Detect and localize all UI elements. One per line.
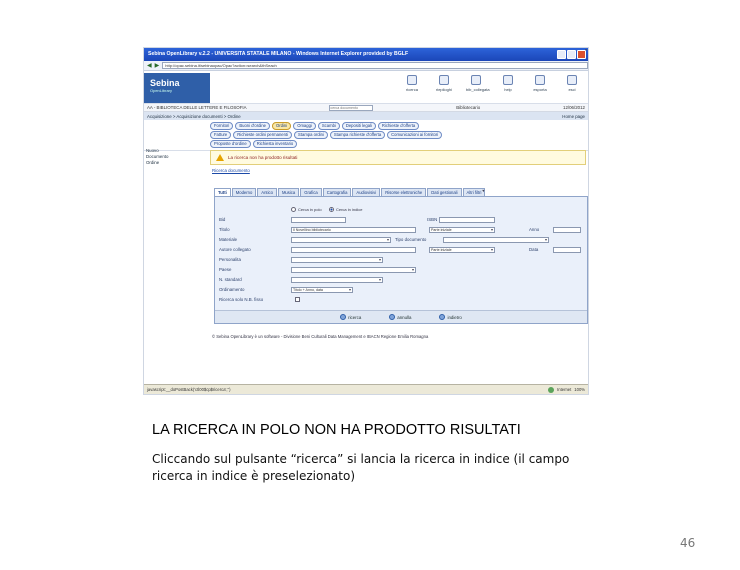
acquisition-menu <box>144 120 588 151</box>
menu-row-3 <box>210 140 588 148</box>
materiale-select[interactable] <box>291 237 391 243</box>
minimize-button[interactable] <box>557 50 566 59</box>
menu-ordini[interactable]: Ordini ▾ <box>272 122 291 130</box>
help-icon <box>503 75 513 85</box>
home-link[interactable]: Home page <box>562 113 585 119</box>
label-autore: Autore collegato <box>219 247 251 252</box>
breadcrumb <box>144 112 588 120</box>
left-nav-item[interactable]: Documento <box>146 154 169 159</box>
user-label: Bibliotecario <box>456 105 481 110</box>
isbn-input[interactable] <box>439 217 495 223</box>
url-field[interactable]: http://opac.sebina.it/sebinaopac/Opac?action=search&thSeach <box>162 62 588 69</box>
anno-input[interactable] <box>553 227 581 233</box>
ricerca-button[interactable] <box>340 314 361 320</box>
material-tabs <box>214 188 485 196</box>
breadcrumb-path[interactable]: Acquisizione > Acquisizione documenti > Ordine <box>147 113 241 119</box>
toolbar-label: bib_collegata <box>466 87 490 92</box>
page-number: 46 <box>680 536 696 550</box>
tab-cartografia[interactable]: Cartografia <box>323 188 352 196</box>
address-bar <box>144 61 588 71</box>
menu-richiesta-inventario[interactable]: Richiesta inventario <box>253 140 298 148</box>
toolbar-label: esporta <box>533 87 547 92</box>
menu-fatture[interactable]: Fatture <box>210 131 231 139</box>
no-results-alert <box>210 150 586 165</box>
toolbar-help[interactable] <box>498 75 518 92</box>
toolbar-esci[interactable] <box>562 75 582 92</box>
toolbar-bib-collegata[interactable] <box>466 75 490 92</box>
radio-cerca-polo[interactable] <box>291 207 296 212</box>
library-icon <box>471 75 481 85</box>
label-isbn: ISBN <box>427 217 438 222</box>
menu-proposte-ordine[interactable]: Proposte d'ordine <box>210 140 251 148</box>
warning-icon <box>216 154 224 161</box>
ricerca-label: ricerca <box>348 314 362 320</box>
status-url: javascript:__doPostBack('ctl00$cp$ricerca','') <box>147 387 231 392</box>
radio-label: Cerca in polo <box>298 207 322 212</box>
menu-richieste-offerta[interactable]: Richieste d'offerta <box>378 122 419 130</box>
library-info-bar <box>144 104 588 112</box>
left-nav-item[interactable]: Ordine <box>146 160 160 165</box>
tab-grafica[interactable]: Grafica <box>300 188 322 196</box>
exit-icon <box>567 75 577 85</box>
logo-text: Sebina <box>150 78 180 88</box>
label-personalita: Personalita <box>219 257 241 262</box>
menu-row-1 <box>210 122 588 130</box>
logo-subtitle: OpenLibrary <box>150 88 173 93</box>
browser-screenshot <box>143 47 589 395</box>
app-footer: © Sebina OpenLibrary è un software - Divisione Beni Culturali Data Management e IBACN Regione Emilia Romagna <box>212 334 429 339</box>
menu-stampa-richieste[interactable]: Stampa richieste d'offerta <box>330 131 385 139</box>
slide-heading: LA RICERCA IN POLO NON HA PRODOTTO RISULTATI <box>152 422 521 438</box>
radio-cerca-indice[interactable] <box>329 207 334 212</box>
window-title: Sebina OpenLibrary v.2.2 - UNIVERSITA STATALE MILANO - Windows Internet Explorer provided by BGLF <box>144 48 588 61</box>
zone-label: Internet <box>557 387 572 392</box>
tab-moderno[interactable]: Moderno <box>232 188 257 196</box>
export-icon <box>535 75 545 85</box>
label-tipo-documento: Tipo documento <box>395 237 427 242</box>
menu-scambi[interactable]: Scambi <box>318 122 340 130</box>
label-materiale: Materiale <box>219 237 238 242</box>
indietro-label: indietro <box>447 314 462 320</box>
tab-tutti[interactable]: Tutti ▾ <box>214 188 231 196</box>
toolbar-ricerca[interactable] <box>402 75 422 92</box>
label-paese: Paese <box>219 267 232 272</box>
tab-altri-filtri[interactable]: Altri filtri <box>463 188 486 196</box>
label-ordinamento: Ordinamento <box>219 287 245 292</box>
sebina-logo <box>144 73 210 103</box>
titolo-input[interactable]: Il Novellino bibliotecario <box>291 227 416 233</box>
label-data: Data <box>529 247 539 252</box>
label-bid: Bid <box>219 217 226 222</box>
tipo-documento-select[interactable] <box>443 237 549 243</box>
menu-depositi-legali[interactable]: Depositi legali <box>342 122 376 130</box>
back-icon[interactable]: ◀ <box>147 63 152 69</box>
search-icon <box>340 314 346 320</box>
menu-stampa-ordini[interactable]: Stampa ordini <box>294 131 328 139</box>
search-form <box>214 196 588 324</box>
globe-icon <box>548 387 554 393</box>
tab-risorse-elettroniche[interactable]: Risorse elettroniche <box>381 188 426 196</box>
toolbar-label: help <box>504 87 512 92</box>
toolbar-riepiloghi[interactable] <box>434 75 454 92</box>
search-icon <box>407 75 417 85</box>
personalita-select[interactable] <box>291 257 383 263</box>
toolbar-label: riepiloghi <box>435 87 452 92</box>
status-bar <box>144 384 588 394</box>
toolbar-label: ricerca <box>405 87 418 92</box>
toolbar-label: esci <box>568 87 576 92</box>
maximize-button[interactable] <box>567 50 576 59</box>
ricerca-documento-link[interactable]: Ricerca documento <box>212 168 250 173</box>
ordinamento-select[interactable]: Titolo + Anno, data ▾ <box>291 287 353 293</box>
label-titolo: Titolo <box>219 227 230 232</box>
label-standard: N. standard <box>219 277 242 282</box>
standard-select[interactable] <box>291 277 383 283</box>
paese-select[interactable] <box>291 267 416 273</box>
autore-mode-select[interactable]: Parte iniziale ▾ <box>429 247 495 253</box>
data-input[interactable] <box>553 247 581 253</box>
menu-buoni-ordine[interactable]: Buoni d'ordine <box>235 122 270 130</box>
form-actions <box>215 310 587 323</box>
menu-omaggi[interactable]: Omaggi <box>293 122 316 130</box>
forward-icon[interactable]: ▶ <box>154 63 160 69</box>
back-icon <box>439 314 445 320</box>
tab-antico[interactable]: Antico <box>257 188 277 196</box>
status-zone <box>548 387 585 393</box>
app-toolbar <box>402 75 582 92</box>
zoom-level[interactable]: 100% <box>574 387 585 392</box>
tab-musica[interactable]: Musica <box>278 188 299 196</box>
left-nav <box>144 148 208 166</box>
slide-body: Cliccando sul pulsante “ricerca” si lancia la ricerca in indice (il campo ricerca in indice è preselezionato) <box>152 452 570 483</box>
library-name: AA - BIBLIOTECA DELLE LETTERE E FILOSOFIA <box>147 105 247 110</box>
radio-label: Cerca in indice <box>335 207 363 212</box>
menu-fornitori[interactable]: Fornitori <box>210 122 233 130</box>
titolo-mode-select[interactable]: Parte iniziale ▾ <box>429 227 495 233</box>
app-header <box>144 71 588 104</box>
alert-text: La ricerca non ha prodotto risultati <box>228 155 298 160</box>
document-search-input[interactable] <box>329 105 373 111</box>
label-ricerca-fisso: Ricerca solo N.B. fisso <box>219 297 264 302</box>
left-nav-item[interactable]: Nuovo <box>146 148 159 153</box>
autore-input[interactable] <box>291 247 416 253</box>
label-anno: Anno <box>529 227 540 232</box>
annulla-label: annulla <box>397 314 412 320</box>
ricerca-fisso-checkbox[interactable] <box>295 297 300 302</box>
menu-ordini-permanenti[interactable]: Richieste ordini permanenti <box>233 131 292 139</box>
menu-comunicazioni[interactable]: Comunicazioni ai fornitori <box>387 131 442 139</box>
bid-input[interactable] <box>291 217 346 223</box>
toolbar-esporta[interactable] <box>530 75 550 92</box>
search-scope <box>291 207 368 213</box>
indietro-button[interactable] <box>439 314 461 320</box>
tab-dati-gestionali[interactable]: Dati gestionali <box>427 188 461 196</box>
tab-audiovisivi[interactable]: Audiovisivi <box>352 188 380 196</box>
current-date: 12/06/2012 <box>563 105 585 110</box>
menu-row-2 <box>210 131 588 139</box>
cancel-icon <box>389 314 395 320</box>
window-controls <box>557 50 586 59</box>
annulla-button[interactable] <box>389 314 411 320</box>
print-icon <box>439 75 449 85</box>
